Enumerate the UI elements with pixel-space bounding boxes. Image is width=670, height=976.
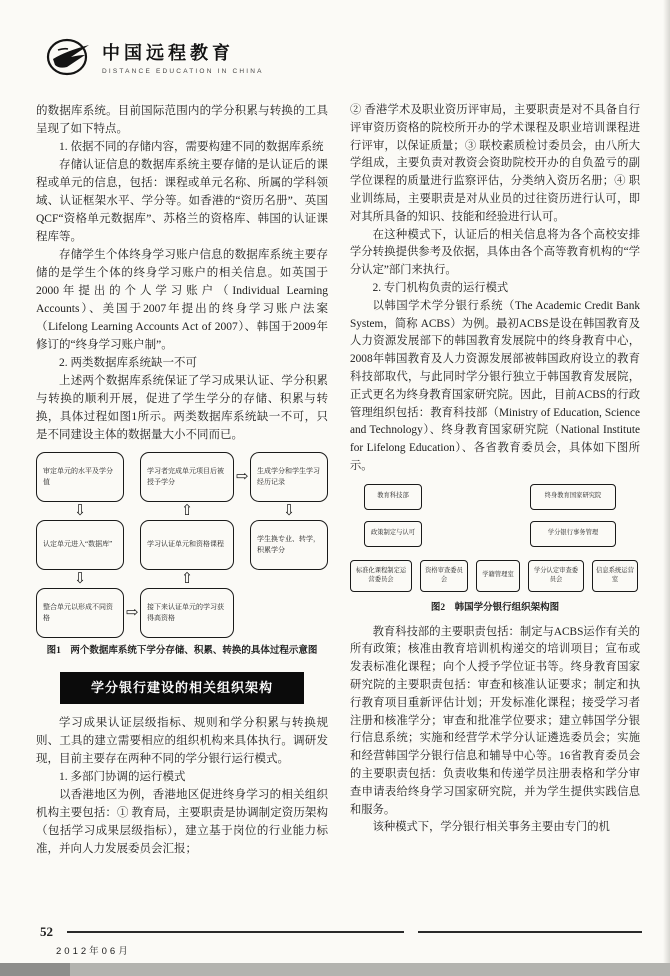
subheading: 1. 多部门协调的运行模式 (59, 771, 186, 783)
footer-rule-row (40, 924, 642, 940)
org-box: 教育科技部 (364, 484, 422, 510)
paragraph: 以香港地区为例，香港地区促进终身学习的相关组织机构主要包括：① 教育局，主要职责是协调制定资历架构（包括学习成果层级指标），建立基于岗位的行业能力标准，并向人力发展委员会汇报； (36, 789, 328, 855)
paragraph: 存储认证信息的数据库系统主要存储的是认证后的课程或单元的信息，包括：课程或单元名称、所属的学科领域、认证框架水平、学分等。如香港的“资历名册”、英国QCF“资格单元数据库”、苏格兰的资格库、韩国的认证课程库等。 (36, 159, 328, 243)
org-box: 标准化课程制定运营委员会 (350, 560, 412, 592)
org-box: 学籍管理室 (476, 560, 520, 592)
journal-brand (46, 38, 264, 76)
paragraph: 上述两个数据库系统保证了学习成果认证、学分积累与转换的顺利开展，促进了学生学分的存储、积累与转换，具体过程如图1所示。两类数据库系统缺一不可，只是不同建设主体的数据量大小不同而已。 (36, 375, 328, 441)
flow-box: 审定单元的水平及学分值 (36, 452, 124, 502)
figure2-caption: 图2 韩国学分银行组织架构图 (430, 602, 560, 613)
subheading: 2. 两类数据库系统缺一不可 (59, 357, 197, 369)
issue-date: 2012年06月 (56, 946, 131, 957)
journal-title: 中国远程教育 (102, 43, 234, 63)
org-box: 学分银行事务管理 (530, 521, 616, 547)
flow-box: 认定单元进入“数据库” (36, 520, 124, 570)
flow-box: 学习者完成单元项目后被授予学分 (140, 452, 234, 502)
flow-box: 学生换专业、转学，积累学分 (250, 520, 328, 570)
org-box: 终身教育国家研究院 (530, 484, 616, 510)
subheading: 2. 专门机构负责的运行模式 (372, 281, 509, 294)
journal-brand-text (102, 39, 264, 75)
paragraph: 该种模式下，学分银行相关事务主要由专门的机 (372, 821, 610, 834)
footer-rule (418, 931, 642, 933)
footer-rule (67, 931, 404, 933)
figure1-flowchart (36, 452, 328, 638)
subheading: 1. 依据不同的存储内容，需要构建不同的数据库系统 (59, 141, 324, 153)
paragraph: 在这种模式下，认证后的相关信息将为各个高校安排学分转换提供参考及依据，具体由各个高等教育机构的“学分认定”部门来执行。 (350, 228, 640, 277)
section-banner: 学分银行建设的相关组织架构 (60, 672, 304, 704)
org-box: 信息系统运营室 (592, 560, 638, 592)
journal-logo-icon (46, 38, 92, 76)
figure1-caption: 图1 两个数据库系统下学分存储、积累、转换的具体过程示意图 (46, 646, 318, 656)
arrow-right-icon: ⇨ (235, 468, 249, 485)
flow-box: 生成学分和学生学习经历记录 (250, 452, 328, 502)
arrow-up-icon: ⇧ (180, 502, 194, 519)
paragraph: 学习成果认证层级指标、规则和学分积累与转换规则、工具的建立需要相应的组织机构来具体执行。调研发现，目前主要存在两种不同的学分银行运行模式。 (36, 717, 328, 765)
org-box: 政策制定与认可 (364, 521, 422, 547)
arrow-down-icon: ⇩ (73, 502, 87, 519)
arrow-down-icon: ⇩ (282, 502, 296, 519)
left-column (36, 102, 328, 858)
arrow-up-icon: ⇧ (180, 570, 194, 587)
page-footer (40, 924, 642, 957)
paragraph: 存储学生个体终身学习账户信息的数据库系统主要存储的是学生个体的终身学习账户的相关信息。如英国于2000年提出的个人学习账户（Individual Learning Accounts）、美国于2007年提出的终身学习账户法案（Lifelong Learning Accounts Act of 2007）、韩国于2009年修订的“终身学习账户制”。 (36, 249, 328, 351)
right-column (350, 102, 640, 837)
paragraph: ② 香港学术及职业资历评审局，主要职责是对不具备自行评审资历资格的院校所开办的学术课程及职业培训课程进行评审，以保证质量；③ 联校素质检讨委员会，由八所大学组成，主要负责对教资会资助院校开办的自负盈亏的副学位课程的质量进行监察评估，分类纳入资历名册；④ 职业训练局，主要职责是对从业员的过往资历进行认可，即对其所具备的知识、技能和经验进行认可。 (350, 104, 640, 223)
page-number: 52 (40, 924, 53, 939)
paragraph: 以韩国学术学分银行系统（The Academic Credit Bank System，简称 ACBS）为例。最初ACBS是设在韩国教育及人力资源发展部下的韩国教育发展院中的终身教育中心，2008年韩国教育及人力资源发展部被韩国政府设立的教育科技部取代，与此同时学分银行独立于韩国教育发展院，正式更名为终身教育国家研究院。因此，目前ACBS的行政管理组织包括：教育科技部（Ministry of Education, Science and Technology）、终身教育国家研究院（National Institute for Lifelong Education）、各省教育委员会，具体如下图所示。 (350, 299, 640, 472)
org-box: 学分认定审查委员会 (528, 560, 584, 592)
org-box: 资格审查委员会 (420, 560, 468, 592)
arrow-right-icon: ⇨ (125, 604, 139, 621)
flow-box: 接下来认证单元的学习获得高资格 (140, 588, 234, 638)
journal-subtitle: DISTANCE EDUCATION IN CHINA (102, 68, 264, 75)
paragraph: 教育科技部的主要职责包括：制定与ACBS运作有关的所有政策；核准由教育培训机构递交的培训项目；宣布或发表标准化课程；向个人授予学位证书等。终身教育国家研究院的主要职责包括：审查和核准认证要求；制定和执行教育项目重新评估计划；开发标准化课程；接受学习者注册和核准学分；审查和批准学位要求；建立韩国学分银行信息系统；实施和经营学术学分认证遴选委员会；实施和经营韩国学分银行信息和辅导中心等。16省教育委员会的主要职责包括：负责收集和传递学员注册表格和学分审查申请表给终身学习国家研究院，并为学生提供实践信息和服务。 (350, 625, 640, 816)
flow-box: 学习认证单元和资格课程 (140, 520, 234, 570)
scan-edge-artifact (663, 0, 670, 976)
figure2-orgchart (350, 484, 640, 596)
scan-edge-artifact (0, 963, 670, 976)
arrow-down-icon: ⇩ (73, 570, 87, 587)
flow-box: 整合单元以形成不同资格 (36, 588, 124, 638)
paragraph: 的数据库系统。目前国际范围内的学分积累与转换的工具呈现了如下特点。 (36, 105, 328, 135)
